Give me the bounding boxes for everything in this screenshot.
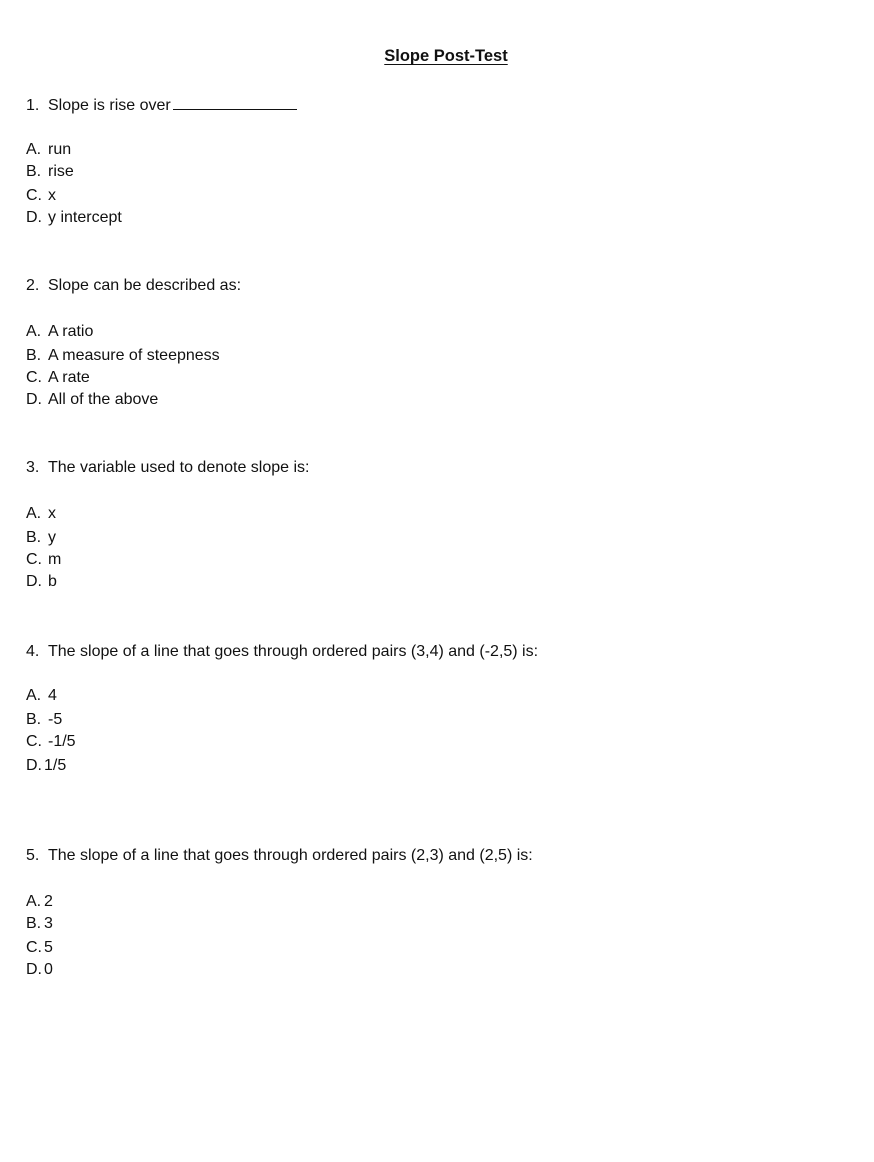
- option-letter: B.: [26, 163, 42, 180]
- answer-blank: [173, 94, 297, 110]
- option-letter: A.: [26, 687, 42, 704]
- option-letter: D.: [26, 757, 42, 774]
- option-letter: C.: [26, 733, 42, 750]
- question-2-option-a: [26, 322, 93, 342]
- question-number: 4.: [26, 643, 40, 660]
- option-letter: D.: [26, 961, 42, 978]
- question-3-option-b: [26, 528, 56, 548]
- question-number: 5.: [26, 847, 40, 864]
- option-text: A measure of steepness: [48, 347, 220, 364]
- question-4-option-b: [26, 710, 62, 730]
- question-5-option-a: [26, 892, 53, 912]
- question-2-option-b: [26, 346, 220, 366]
- option-letter: D.: [26, 391, 42, 408]
- option-letter: D.: [26, 573, 42, 590]
- question-5-option-b: [26, 914, 53, 934]
- question-2: [26, 276, 241, 296]
- question-text: Slope is rise over: [48, 97, 171, 114]
- question-text: Slope can be described as:: [48, 277, 242, 294]
- option-letter: A.: [26, 323, 42, 340]
- question-3-option-a: [26, 504, 56, 524]
- question-2-option-c: [26, 368, 90, 388]
- option-text: 4: [48, 687, 57, 704]
- option-text: b: [48, 573, 57, 590]
- option-text: 3: [44, 915, 53, 932]
- option-text: x: [48, 187, 56, 204]
- question-1-option-b: [26, 162, 74, 182]
- question-5: [26, 846, 533, 866]
- question-text: The slope of a line that goes through ordered pairs (2,3) and (2,5) is:: [48, 847, 533, 864]
- question-4-option-d: [26, 756, 66, 776]
- option-letter: B.: [26, 529, 42, 546]
- question-2-option-d: [26, 390, 158, 410]
- question-1-option-c: [26, 186, 56, 206]
- question-1: [26, 94, 297, 116]
- question-4-option-c: [26, 732, 76, 752]
- question-3-option-d: [26, 572, 57, 592]
- question-4: [26, 642, 538, 662]
- option-text: -1/5: [48, 733, 76, 750]
- option-letter: C.: [26, 939, 42, 956]
- option-text: 5: [44, 939, 53, 956]
- question-1-option-d: [26, 208, 122, 228]
- option-text: A rate: [48, 369, 90, 386]
- option-text: y: [48, 529, 56, 546]
- option-letter: C.: [26, 369, 42, 386]
- option-text: y intercept: [48, 209, 122, 226]
- question-text: The variable used to denote slope is:: [48, 459, 310, 476]
- option-letter: A.: [26, 505, 42, 522]
- option-letter: B.: [26, 915, 42, 932]
- question-3: [26, 458, 310, 478]
- option-text: run: [48, 141, 72, 158]
- question-5-option-d: [26, 960, 53, 980]
- option-letter: C.: [26, 187, 42, 204]
- option-text: A ratio: [48, 323, 94, 340]
- option-text: -5: [48, 711, 63, 728]
- option-text: rise: [48, 163, 74, 180]
- option-letter: A.: [26, 893, 42, 910]
- option-text: m: [48, 551, 62, 568]
- option-letter: D.: [26, 209, 42, 226]
- question-number: 1.: [26, 97, 40, 114]
- option-letter: C.: [26, 551, 42, 568]
- option-text: x: [48, 505, 56, 522]
- option-letter: A.: [26, 141, 42, 158]
- option-letter: B.: [26, 711, 42, 728]
- option-letter: B.: [26, 347, 42, 364]
- option-text: All of the above: [48, 391, 159, 408]
- option-text: 0: [44, 961, 53, 978]
- question-1-option-a: [26, 140, 71, 160]
- question-4-option-a: [26, 686, 57, 706]
- question-3-option-c: [26, 550, 61, 570]
- question-number: 2.: [26, 277, 40, 294]
- question-text: The slope of a line that goes through ordered pairs (3,4) and (-2,5) is:: [48, 643, 539, 660]
- page-title: Slope Post-Test: [384, 47, 508, 65]
- question-5-option-c: [26, 938, 53, 958]
- option-text: 1/5: [44, 757, 67, 774]
- question-number: 3.: [26, 459, 40, 476]
- option-text: 2: [44, 893, 53, 910]
